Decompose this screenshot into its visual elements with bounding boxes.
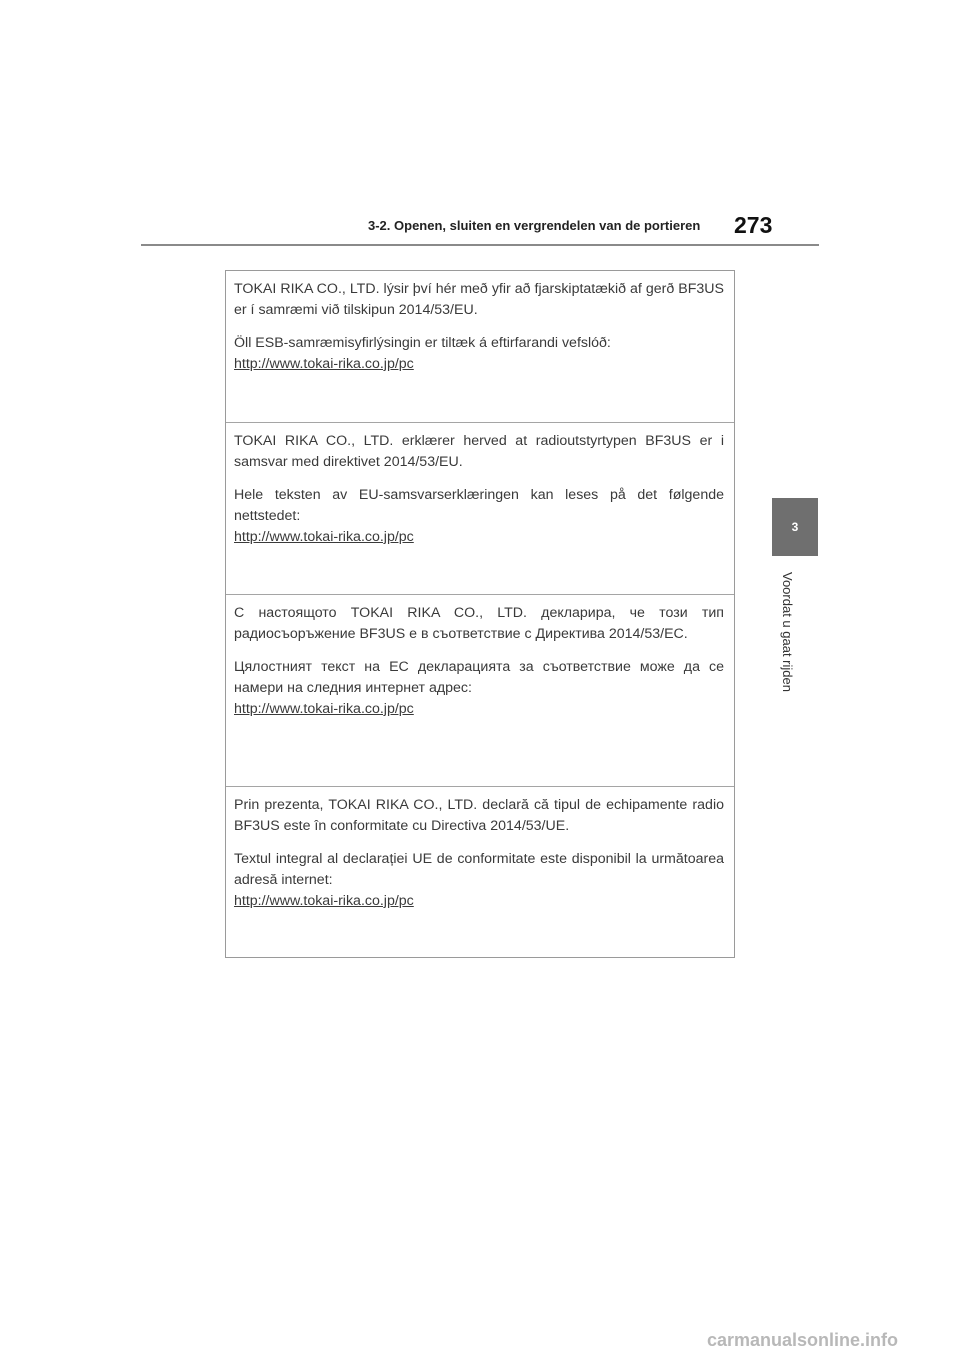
declaration-full-text-note: Öll ESB-samræmisyfirlýsingin er tiltæk á eftirfarandi vefslóð: bbox=[234, 335, 611, 351]
site-watermark: carmanualsonline.info bbox=[707, 1330, 899, 1350]
declaration-url-link[interactable]: http://www.tokai-rika.co.jp/pc bbox=[234, 701, 414, 717]
declaration-full-text-note: Textul integral al declarației UE de conformitate este disponibil la următoarea adresă internet: bbox=[234, 851, 724, 888]
page-header-section-title: 3-2. Openen, sluiten en vergrendelen van de portieren bbox=[368, 218, 701, 233]
header-divider bbox=[141, 244, 819, 246]
page-number: 273 bbox=[734, 212, 773, 238]
declaration-url-link[interactable]: http://www.tokai-rika.co.jp/pc bbox=[234, 893, 414, 909]
declaration-statement: С настоящото TOKAI RIKA CO., LTD. декларира, че този тип радиосъоръжение BF3US е в съответствие с Директива 2014/53/ЕС. bbox=[234, 605, 724, 642]
declaration-url-link[interactable]: http://www.tokai-rika.co.jp/pc bbox=[234, 356, 414, 372]
declaration-url-link[interactable]: http://www.tokai-rika.co.jp/pc bbox=[234, 529, 414, 545]
declaration-full-text-note: Hele teksten av EU-samsvarserklæringen kan leses på det følgende nettstedet: bbox=[234, 487, 724, 524]
declaration-section-icelandic bbox=[226, 271, 734, 423]
declaration-section-romanian bbox=[226, 787, 734, 959]
declaration-section-bulgarian bbox=[226, 595, 734, 787]
declaration-section-norwegian bbox=[226, 423, 734, 595]
declaration-statement: TOKAI RIKA CO., LTD. lýsir því hér með yfir að fjarskiptatækið af gerð BF3US er í samræmi við tilskipun 2014/53/EU. bbox=[234, 281, 724, 318]
declaration-box bbox=[225, 270, 735, 958]
declaration-statement: Prin prezenta, TOKAI RIKA CO., LTD. declară că tipul de echipamente radio BF3US este în conformitate cu Directiva 2014/53/UE. bbox=[234, 797, 724, 834]
declaration-full-text-note: Цялостният текст на ЕС декларацията за съответствие може да се намери на следния интернет адрес: bbox=[234, 659, 724, 696]
chapter-tab: 3 bbox=[772, 498, 818, 556]
declaration-statement: TOKAI RIKA CO., LTD. erklærer herved at radioutstyrtypen BF3US er i samsvar med direktivet 2014/53/EU. bbox=[234, 433, 724, 470]
chapter-title: Voordat u gaat rijden bbox=[780, 572, 795, 692]
